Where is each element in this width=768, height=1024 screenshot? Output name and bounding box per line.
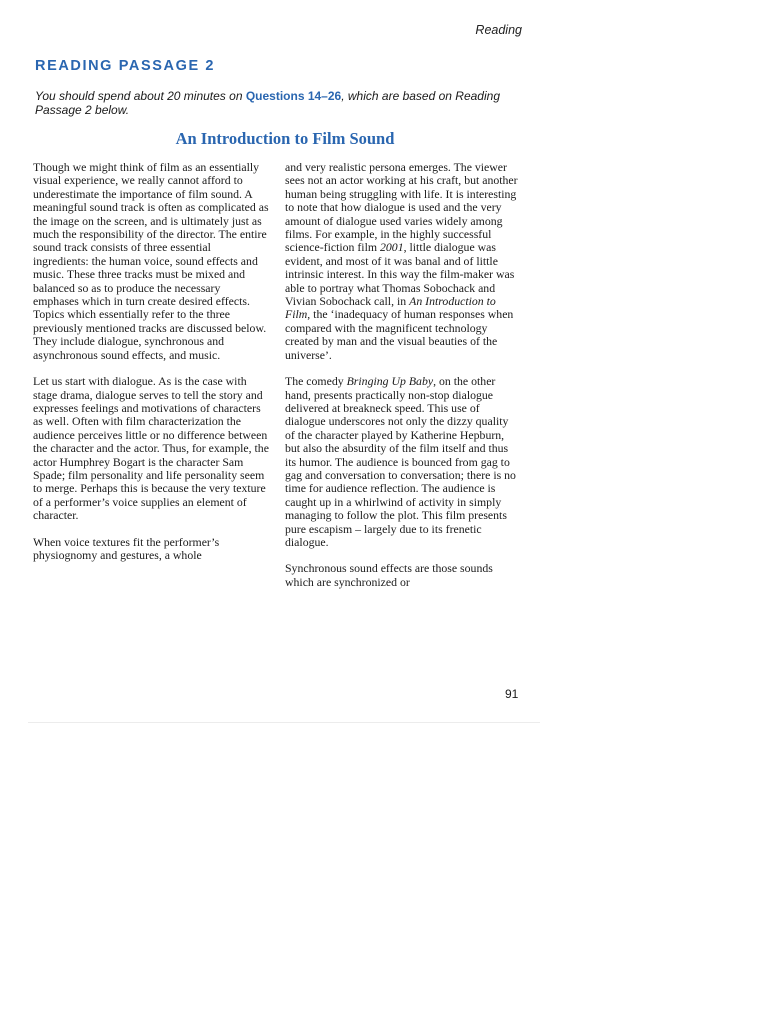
bottom-rule (28, 722, 540, 723)
persona-text-1: and very realistic persona emerges. The viewer sees not an actor working at his craft, but another human being struggling with life. It is interesting to note that how dialogue is used and the very amount of dialogue used varies widely among films. For example, in the highly successful science-fiction film (285, 160, 518, 255)
persona-text-3: , the ‘inadequacy of human responses when compared with the magnificent technology created by man and the visual beauties of the universe’. (285, 307, 514, 362)
paragraph-synchronous: Synchronous sound effects are those sounds which are synchronized or (285, 561, 493, 589)
comedy-text-1: The comedy (285, 374, 347, 389)
paragraph-persona (285, 161, 521, 362)
left-column (33, 161, 269, 575)
paragraph-dialogue: Let us start with dialogue. As is the case with stage drama, dialogue serves to tell the story and expresses feelings and motivations of characters as well. Often with film characterization the audience perceives little or no difference between the character and the actor. Thus, for example, the actor Humphrey Bogart is the character Sam Spade; film personality and life personality seem to merge. Perhaps this is because the very texture of a performer’s voice supplies an element of character. (33, 374, 269, 523)
questions-reference: Questions 14–26 (245, 89, 342, 103)
paragraph-intro: Though we might think of film as an essentially visual experience, we really cannot afford to underestimate the importance of film sound. A meaningful sound track is often as complicated as the image on the screen, and is ultimately just as much the responsibility of the director. The entire sound track consists of three essential ingredients: the human voice, sound effects and music. These three tracks must be mixed and balanced so as to produce the necessary emphases which in turn create desired effects. Topics which essentially refer to the three previously mentioned tracks are discussed below. They include dialogue, synchronous and asynchronous sound effects, and music. (33, 160, 269, 362)
instructions-text-before: You should spend about 20 minutes on (35, 89, 246, 103)
right-column (285, 161, 521, 602)
page-number: 91 (505, 687, 519, 701)
paragraph-voice-textures: When voice textures fit the performer’s physiognomy and gestures, a whole (33, 534, 220, 562)
book-title: An Introduction to Film (285, 294, 496, 322)
instructions-text-after: , which are based on Reading Passage 2 below. (35, 89, 500, 117)
instructions (35, 89, 535, 117)
passage-heading: READING PASSAGE 2 (35, 58, 216, 74)
paragraph-comedy (285, 375, 521, 549)
article-title: An Introduction to Film Sound (175, 129, 395, 148)
comedy-text-2: , on the other hand, presents practically non-stop dialogue delivered at breakneck speed. This use of dialogue underscores not only the dizzy quality of the character played by Katherine Hepburn, but also the absurdity of the film itself and thus its humor. The audience is bounced from gag to gag and conversation to conversation; there is no time for audience reflection. The audience is caught up in a whirlwind of activity in simply managing to follow the plot. This film presents pure escapism – largely due to its frenetic dialogue. (285, 374, 516, 549)
persona-text-2: , little dialogue was evident, and most of it was banal and of little intrinsic interest. In this way the film-maker was able to portray what Thomas Sobochack and Vivian Sobochack call, in (285, 240, 515, 309)
running-head: Reading (475, 23, 522, 37)
film-title-bringing-up-baby: Bringing Up Baby (346, 374, 434, 389)
film-title-2001: 2001 (380, 240, 404, 255)
